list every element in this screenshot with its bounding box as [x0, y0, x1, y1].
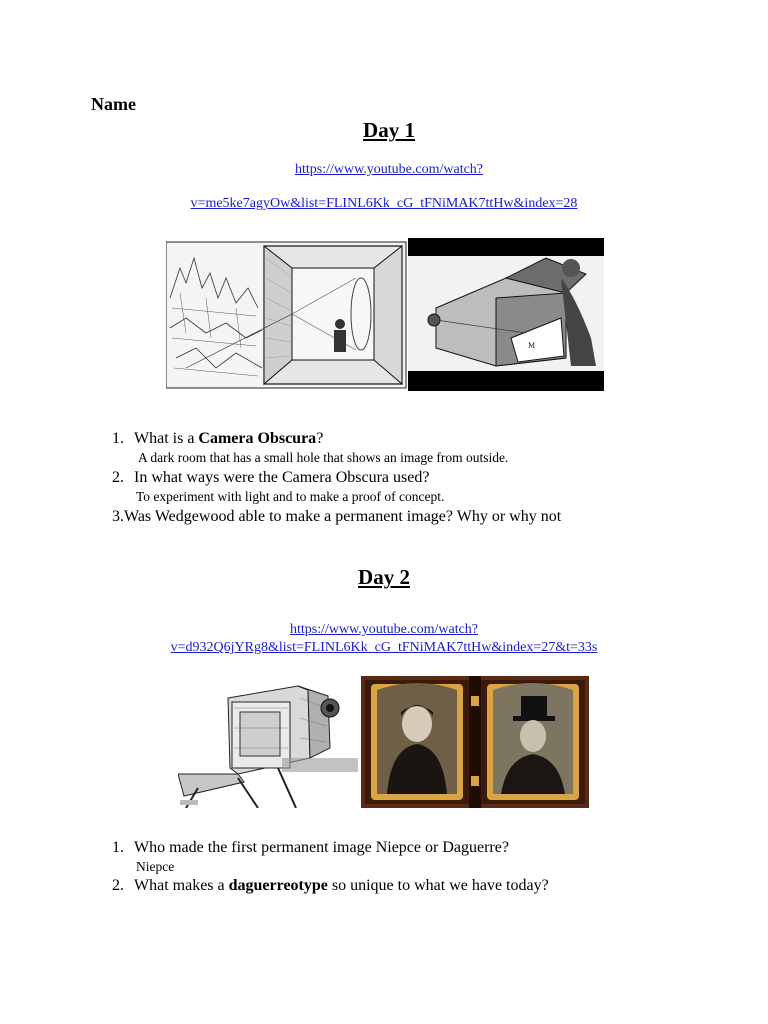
day1-question-1 — [112, 430, 323, 448]
camera-obscura-illustration — [166, 238, 604, 391]
question-text: What makes a — [134, 877, 229, 894]
question-bold-term: Camera Obscura — [198, 430, 317, 447]
day2-answer-1: Niepce — [136, 859, 175, 874]
day1-title: Day 1 — [363, 118, 415, 142]
bellows-camera-illustration — [178, 678, 358, 808]
day2-link-line2[interactable]: v=d932Q6jYRg8&list=FLINL6Kk_cG_tFNiMAK7ttHw&index=27&t=33s — [170, 640, 598, 655]
question-text: In what ways were the Camera Obscura used? — [134, 469, 430, 486]
question-number: 2. — [112, 877, 124, 894]
question-number: 2. — [112, 469, 124, 486]
question-number: 1. — [112, 430, 124, 447]
day1-answer-1: A dark room that has a small hole that shows an image from outside. — [138, 450, 509, 465]
question-text: Who made the first permanent image Niepce or Daguerre? — [134, 839, 509, 856]
day1-link-line2[interactable]: v=me5ke7agyOw&list=FLINL6Kk_cG_tFNiMAK7ttHw&index=28 — [190, 196, 578, 211]
day2-question-2 — [112, 877, 549, 895]
day2-link-line1[interactable]: https://www.youtube.com/watch? — [289, 622, 479, 637]
day2-title: Day 2 — [358, 565, 410, 589]
question-number: 1. — [112, 839, 124, 856]
day1-question-3 — [112, 508, 561, 526]
question-bold-term: daguerreotype — [228, 877, 328, 894]
name-label: Name — [91, 94, 136, 114]
question-text: What is a — [134, 430, 199, 447]
day2-question-1 — [112, 839, 509, 857]
question-text-end: so unique to what we have today? — [327, 877, 549, 894]
question-number: 3. — [112, 508, 124, 525]
daguerreotype-portraits — [361, 676, 589, 808]
svg-text:M: M — [528, 342, 536, 350]
day1-answer-2: To experiment with light and to make a proof of concept. — [136, 489, 445, 504]
day1-link-line1[interactable]: https://www.youtube.com/watch? — [294, 162, 484, 177]
question-text: Was Wedgewood able to make a permanent image? Why or why not — [124, 508, 562, 525]
day1-question-2 — [112, 469, 429, 487]
question-text-end: ? — [316, 430, 324, 447]
